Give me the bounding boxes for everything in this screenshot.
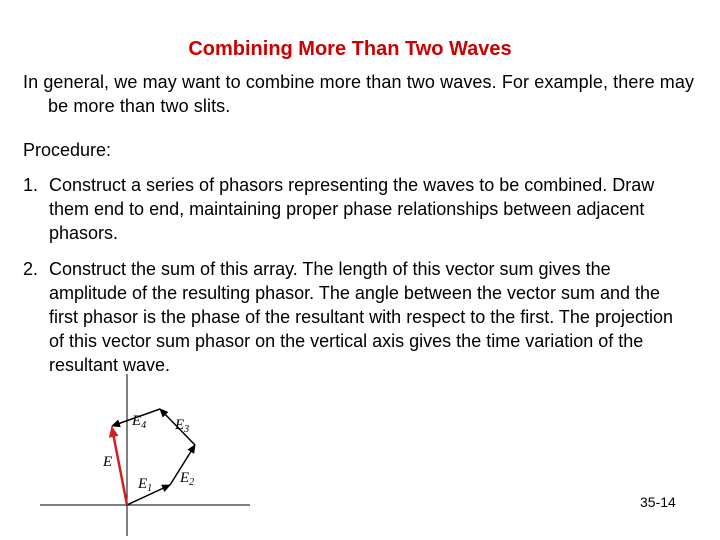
label-e2: $E_2$ bbox=[180, 470, 195, 488]
label-e1: $E_1$ bbox=[138, 476, 153, 494]
label-e3: $E_3$ bbox=[175, 417, 190, 435]
procedure-label: Procedure: bbox=[23, 140, 112, 160]
intro-paragraph: In general, we may want to combine more than two waves. For example, there may be more than two slits. bbox=[23, 72, 695, 116]
step-2-number: 2. bbox=[23, 259, 39, 279]
label-e4: $E_4$ bbox=[132, 413, 147, 431]
phasor-diagram bbox=[0, 370, 300, 540]
slide-title: Combining More Than Two Waves bbox=[188, 38, 512, 60]
resultant-phasor-e bbox=[112, 428, 127, 505]
page-number: 35-14 bbox=[640, 494, 676, 510]
label-e: E bbox=[103, 454, 113, 470]
step-1-text: Construct a series of phasors representing the waves to be combined. Draw them end to end, maintaining proper phase relationships between adjacent phasors. bbox=[49, 175, 655, 243]
step-2-text: Construct the sum of this array. The length of this vector sum gives the amplitude of the resulting phasor. The angle between the vector sum and the first phasor is the phase of the resultant with respect to the first. The projection of this vector sum phasor on the vertical axis gives the time variation of the resultant wave. bbox=[49, 259, 673, 375]
step-1-number: 1. bbox=[23, 175, 39, 195]
